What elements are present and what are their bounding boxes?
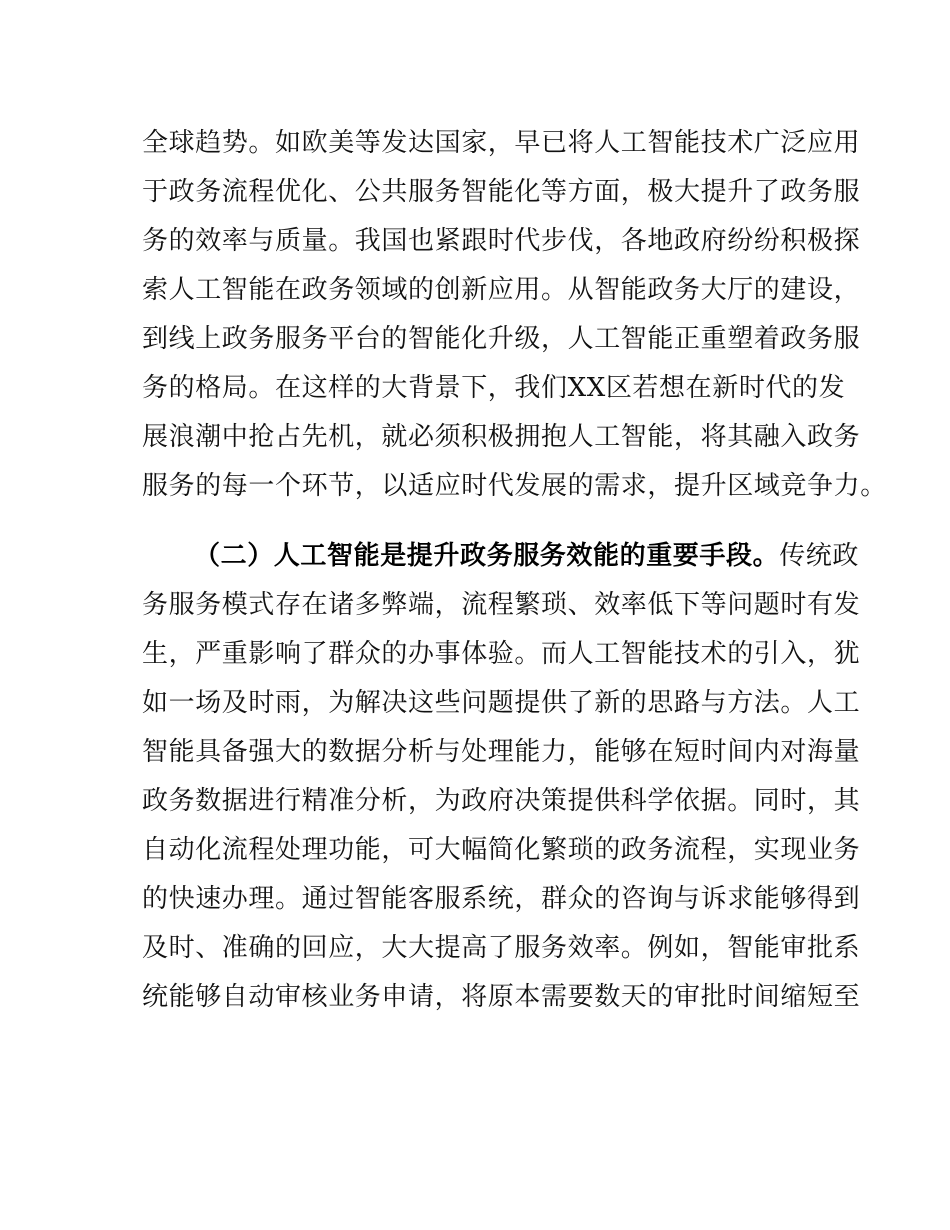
paragraph-2-line: 及时、准确的回应，大大提高了服务效率。例如，智能审批系 — [142, 933, 861, 963]
section-heading: （二）人工智能是提升政务服务效能的重要手段。 — [194, 541, 780, 571]
paragraph-1-line: 服务的每一个环节，以适应时代发展的需求，提升区域竞争力。 — [142, 471, 887, 501]
paragraph-2-line: 务服务模式存在诸多弊端，流程繁琐、效率低下等问题时有发 — [142, 590, 861, 620]
paragraph-2-line: 生，严重影响了群众的办事体验。而人工智能技术的引入，犹 — [142, 639, 861, 669]
paragraph-2-line: 政务数据进行精准分析，为政府决策提供科学依据。同时，其 — [142, 786, 861, 816]
paragraph-2-first-line-text: 传统政 — [779, 541, 860, 571]
paragraph-2-line: 的快速办理。通过智能客服系统，群众的咨询与诉求能够得到 — [142, 884, 861, 914]
paragraph-2-line: 统能够自动审核业务申请，将原本需要数天的审批时间缩短至 — [142, 982, 861, 1012]
paragraph-2-line: 如一场及时雨，为解决这些问题提供了新的思路与方法。人工 — [142, 688, 861, 718]
paragraph-1-line: 全球趋势。如欧美等发达国家，早已将人工智能技术广泛应用 — [142, 128, 861, 158]
paragraph-2-line: 自动化流程处理功能，可大幅简化繁琐的政务流程，实现业务 — [142, 835, 861, 865]
paragraph-1-line: 索人工智能在政务领域的创新应用。从智能政务大厅的建设， — [142, 275, 861, 305]
paragraph-1-line: 于政务流程优化、公共服务智能化等方面，极大提升了政务服 — [142, 177, 861, 207]
paragraph-2-line: 智能具备强大的数据分析与处理能力，能够在短时间内对海量 — [142, 737, 861, 767]
paragraph-1-line: 务的效率与质量。我国也紧跟时代步伐，各地政府纷纷积极探 — [142, 226, 861, 256]
paragraph-1-line: 务的格局。在这样的大背景下，我们XX区若想在新时代的发 — [142, 373, 846, 403]
paragraph-2-first-line — [194, 532, 894, 581]
paragraph-1-line: 展浪潮中抢占先机，就必须积极拥抱人工智能，将其融入政务 — [142, 422, 861, 452]
paragraph-1-line: 到线上政务服务平台的智能化升级，人工智能正重塑着政务服 — [142, 324, 861, 354]
